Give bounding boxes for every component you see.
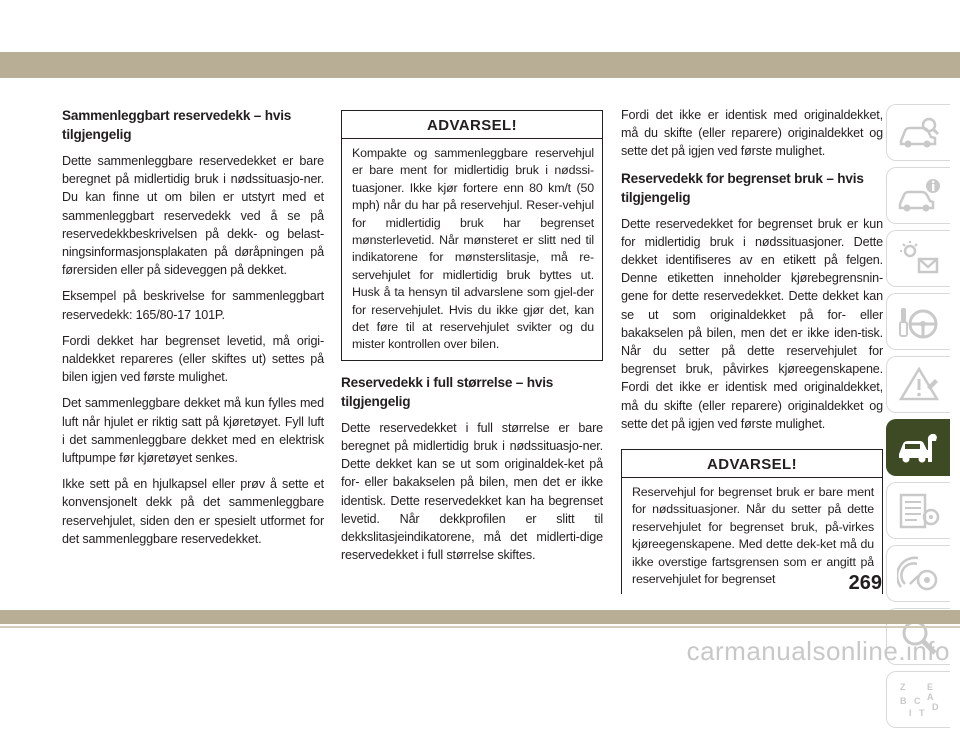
- audio-navigation-icon: [897, 554, 941, 594]
- dashboard-warning-light-icon: [897, 239, 941, 279]
- tab-hazard[interactable]: [886, 356, 950, 413]
- tab-dashboard-lights[interactable]: [886, 230, 950, 287]
- column-2: [341, 106, 603, 573]
- watermark: carmanualsonline.info: [686, 636, 950, 666]
- top-color-bar: [0, 52, 960, 78]
- alphabet-letter: T: [918, 707, 924, 718]
- alphabet-letter: I: [908, 707, 912, 718]
- car-info-icon: [897, 176, 941, 216]
- paragraph: Fordi det ikke er identisk med originaldekket, må du skifte (eller reparere) originaldekket og sette det på igjen ved første mulighet.: [621, 108, 883, 159]
- tab-audio-navigation[interactable]: [886, 545, 950, 602]
- tab-alphabet-index[interactable]: [886, 671, 950, 728]
- alphabet-letter: B: [899, 695, 906, 706]
- paragraph: Det sammenleggbare dekket må kun fylles med luft når hjulet er riktig satt på kjøretøyet. Fyll luft i det sammenleggbare dekket med en elektrisk luftpumpe før kjøretøyet senkes.: [62, 396, 324, 466]
- steering-wheel-icon: [897, 302, 941, 342]
- tab-car-info[interactable]: [886, 167, 950, 224]
- heading-full-size-spare: Reservedekk i full størrelse – hvis tilgjengelig: [341, 374, 554, 409]
- warning-title: ADVARSEL!: [342, 111, 602, 139]
- paragraph: Eksempel på beskrivelse for sammenleggbart reservedekk: 165/80-17 101P.: [62, 289, 324, 322]
- heading-limited-use-spare: Reservedekk for begrenset bruk – hvis tilgjengelig: [621, 170, 864, 205]
- tab-car-search[interactable]: [886, 104, 950, 161]
- column-3: [621, 106, 883, 606]
- alphabet-index-icon: [897, 680, 941, 720]
- warning-box: [341, 110, 603, 361]
- paragraph: Fordi dekket har begrenset levetid, må origi-naldekket repareres (eller skiftes ut) settes på bilen igjen ved første mulighet.: [62, 333, 324, 385]
- paragraph: Ikke sett på en hjulkapsel eller prøv å sette et konvensjonelt dekk på det sammenleggbare reservehjulet, siden den er spesielt utformet for det sammenleggbare reservedekket.: [62, 477, 324, 546]
- warning-text: Kompakte og sammenleggbare reservehjul er bare ment for midlertidig bruk i nødssi-tuasjoner. Ikke kjør fortere enn 80 km/t (50 mph) når du har på reservehjul. Reser-vehjul for midlertidig bruk har begrenset mønsterlevetid. Når mønsteret er slitt ned til indikatorene for mønsterslitasje, må re-servehjulet for midlertidig bruk byttes ut. Husk å ta hensyn til advarslene som gjel-der for reservehjulet. Hvis du ikke gjør det, kan det føre til at reservehjulet svikter og du mister kontrollen over bilen.: [352, 146, 594, 352]
- alphabet-letter: E: [926, 681, 933, 692]
- alphabet-letter: Z: [899, 681, 905, 692]
- page-number: 269: [848, 572, 882, 594]
- tab-service-list[interactable]: [886, 482, 950, 539]
- column-1: [62, 106, 324, 556]
- tab-steering-wheel[interactable]: [886, 293, 950, 350]
- service-list-icon: [897, 491, 941, 531]
- car-search-icon: [897, 113, 941, 153]
- warning-text: Reservehjul for begrenset bruk er bare ment for nødssituasjoner. Når du setter på dette reservehjulet for begrenset bruk, på-virkes kjøreegenskapene. Med dette dek-ket må du ikke overstige fartsgrensen som er angitt på reservehjulet for begrenset: [632, 485, 874, 587]
- paragraph: Dette sammenleggbare reservedekket er bare beregnet på midlertidig bruk i nødssituasjo-ner. Du kan finne ut om bilen er utstyrt med et sammenleggbart reservedekk ved å se på reservedekkbeskrivelsen på dekk- og belast-ningsinformasjonsplakaten på døråpningen på førersiden eller på sideveggen på dekket.: [62, 154, 324, 278]
- bottom-rule: [0, 626, 960, 628]
- bottom-color-bar: [0, 610, 960, 624]
- tab-car-wrench[interactable]: [886, 419, 950, 476]
- paragraph: Dette reservedekket for begrenset bruk er kun for midlertidig bruk i nødssituasjoner. Dette dekket identifiseres av en etikett på felgen. Denne etiketten inneholder kjørebegrensnin-gene for dette reservedekket. Dette dekket kan se ut som originaldekket på for- eller bakakselen på bilen, men det er ikke iden-tisk. Når du setter på dette reservehjulet for begrenset bruk, påvirkes kjøreegenskapene. Fordi det ikke er identisk med originaldekket, må du skifte (eller reparere) originaldekket og sette det på igjen ved første mulighet.: [621, 216, 883, 431]
- alphabet-letter: C: [913, 695, 920, 706]
- paragraph: Dette reservedekket i full størrelse er bare beregnet på midlertidig bruk i nødssituasjo-ner. Dette dekket kan se ut som originaldek-ket på for- eller bakakselen på bilen, men det er ikke identisk. Dette reservedekket kan ha begrenset levetid. Når dekkprofilen er slitt til dekkslitasjeindikatorene, må det midlerti-dige reservedekket i full størrelse skiftes.: [341, 420, 603, 563]
- car-wrench-icon: [897, 428, 941, 468]
- alphabet-letter: D: [931, 701, 938, 712]
- warning-title: ADVARSEL!: [622, 450, 882, 478]
- heading-collapsible-spare: Sammenleggbart reservedekk – hvis tilgjengelig: [62, 108, 292, 142]
- hazard-warning-icon: [897, 365, 941, 405]
- alphabet-letter: A: [926, 691, 933, 702]
